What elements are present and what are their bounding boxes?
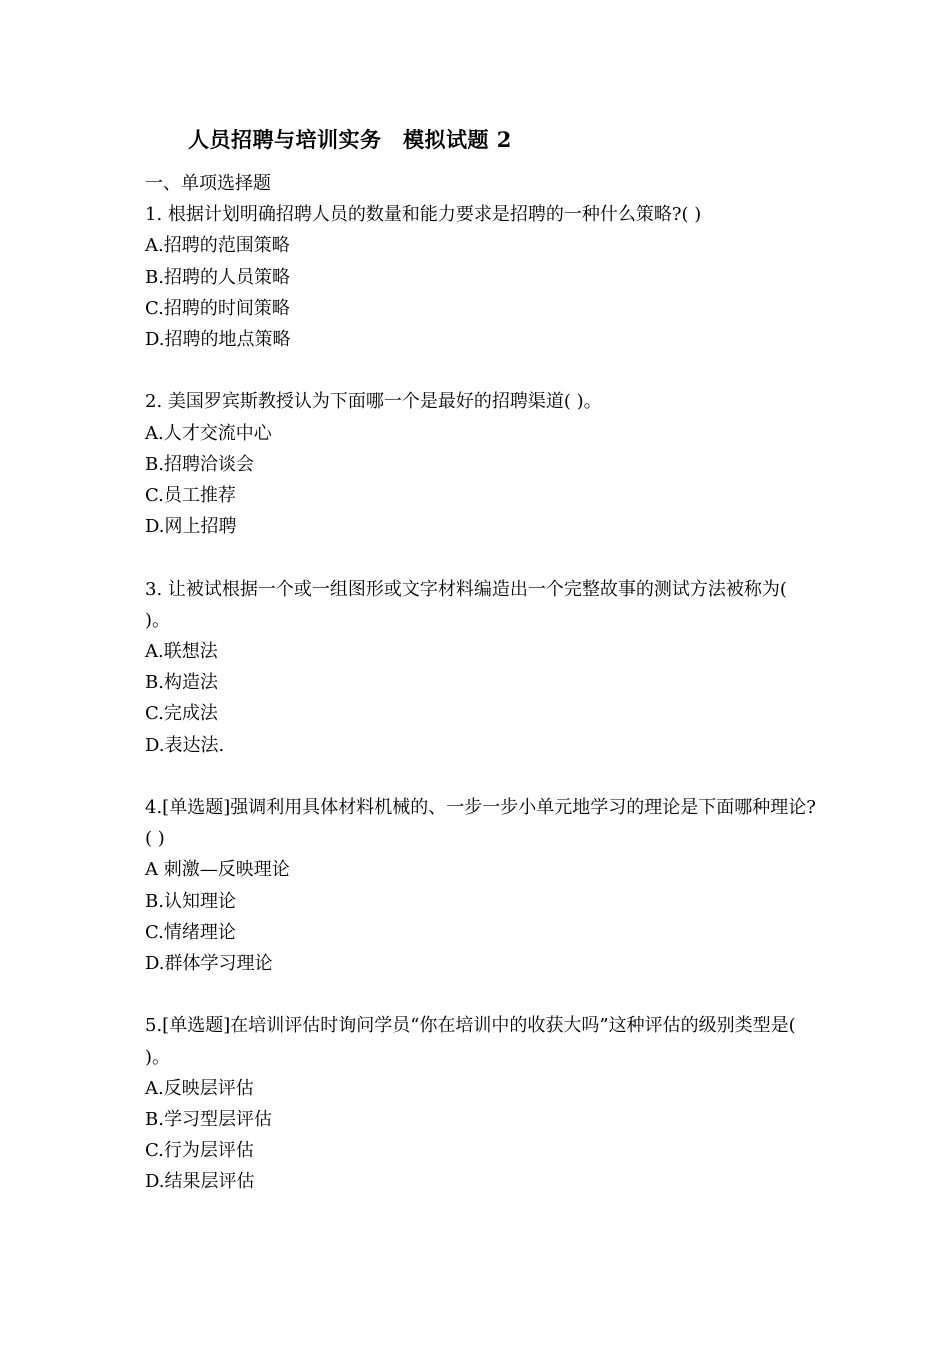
option-a: A.反映层评估	[145, 1077, 254, 1099]
option-b: B.招聘洽谈会	[145, 453, 254, 475]
question-text: 1. 根据计划明确招聘人员的数量和能力要求是招聘的一种什么策略?( )	[145, 204, 702, 226]
question-4	[145, 792, 817, 979]
option-b: B.招聘的人员策略	[145, 266, 290, 288]
option-a: A.招聘的范围策略	[145, 235, 290, 257]
question-text: 2. 美国罗宾斯教授认为下面哪一个是最好的招聘渠道( )。	[145, 391, 602, 413]
section-heading: 一、单项选择题	[145, 173, 271, 194]
option-c: C.完成法	[145, 703, 218, 725]
option-d: D.群体学习理论	[145, 953, 273, 975]
question-2	[145, 386, 817, 542]
option-a: A 刺激—反映理论	[145, 859, 290, 881]
question-text: 3. 让被试根据一个或一组图形或文字材料编造出一个完整故事的测试方法被称为( )。	[145, 578, 787, 631]
option-c: C.员工推荐	[145, 485, 236, 507]
option-b: B.认知理论	[145, 890, 236, 912]
document-body	[145, 168, 817, 1229]
question-5	[145, 1010, 817, 1197]
option-d: D.网上招聘	[145, 516, 237, 538]
option-b: B.学习型层评估	[145, 1109, 272, 1131]
question-3	[145, 574, 817, 761]
option-a: A.人才交流中心	[145, 422, 272, 444]
question-text: 5.[单选题]在培训评估时询问学员“你在培训中的收获大吗”这种评估的级别类型是( )。	[145, 1015, 796, 1068]
option-d: D.招聘的地点策略	[145, 329, 291, 351]
option-d: D.结果层评估	[145, 1171, 255, 1193]
page-title: 人员招聘与培训实务 模拟试题 2	[188, 127, 512, 152]
question-1	[145, 199, 817, 355]
option-c: C.行为层评估	[145, 1140, 254, 1162]
option-b: B.构造法	[145, 672, 218, 694]
question-text: 4.[单选题]强调利用具体材料机械的、一步一步小单元地学习的理论是下面哪种理论?( )	[145, 797, 816, 850]
option-c: C.招聘的时间策略	[145, 297, 290, 319]
option-c: C.情绪理论	[145, 921, 236, 943]
option-a: A.联想法	[145, 641, 218, 663]
option-d: D.表达法.	[145, 734, 225, 756]
